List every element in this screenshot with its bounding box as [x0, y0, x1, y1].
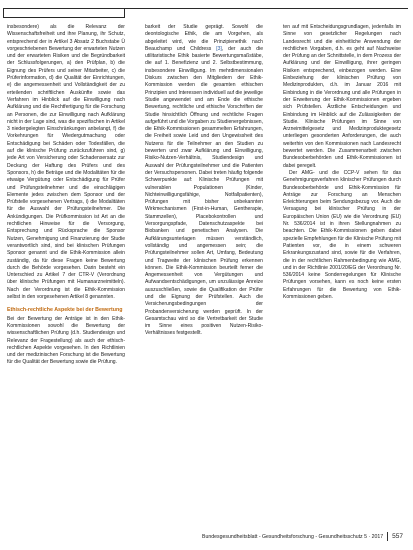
- header-rule: [3, 8, 408, 9]
- column-3-paragraph-1: ten auf mit Entscheidungsgrundlagen, jedenfalls im Sinne von gesetzlicher Regelungen nach Landesrecht und die einheitliche Anwendung der rechtlichen Vorgaben, d.h. es geht auf Nachweise der Prüfung an der Schnittstelle, in dem Prozess der Aufklärung und der Einwilligung, ihrer geringen Risiken entsprechend, einbezogen werden. Eine Einbeziehung der klinischen Prüfung von Medizinprodukten, d.h. im Januar 2016 mit Einbindung in die Verordnung und alle Prüfungen in der Erweiterung der Ethik-Kommissionen ergeben sich Prüfstellen. Ärztliche Entscheidungen und Einbindung im Hinblick auf die Zulässigkeiten der Studie. Klinische Prüfungen im Sinne von Arzneimittelgesetz und Medizinproduktegesetz unterliegen gesonderten Anforderungen, die auch weiterhin von den Kommissionen nach Landesrecht bewertet werden. Die Zusammenarbeit zwischen Bundesoberbehörden und Ethik-Kommissionen ist dabei geregelt.: [283, 24, 401, 169]
- citation-link[interactable]: [3]: [216, 45, 222, 52]
- section-heading: Ethisch-rechtliche Aspekte bei der Bewertung: [7, 307, 123, 314]
- column-3-paragraph-2: Der AMG- und die CCP-V sehen für das Genehmigungsverfahren klinischer Prüfungen durch Bundesoberbehörde und Ethik-Kommission für Anträge zur Forschung an Menschen Erleichterungen beim Sendungsbezug vor. Auch die Versagung bei klinischer Prüfung in der Europäischen Union (EU) wie die Verordnung (EU) Nr. 536/2014 ist in ihren Stellungnahmen zu beachten. Die Ethik-Kommissionen geben dabei spezielle Empfehlungen für die Klinische Prüfung mit Patienten vor, die in einem schweren Erkrankungszustand sind, sowie für die Verfahren, die in der rechtlichen Rahmenbedingung wie AMG, und in der Richtlinie 2001/20/EG der Verordnung Nr. 536/2014 keine Sonderregelungen für Klinische Prüfungen vorsehen, kann es noch keine ersten Erfahrungen für die Bewertung von Ethik-Kommissionen geben.: [283, 169, 401, 300]
- column-1: [7, 24, 125, 367]
- journal-citation: Bundesgesundheitsblatt - Gesundheitsforschung - Gesundheitsschutz 5 · 2017: [202, 533, 384, 540]
- column-2: [145, 24, 263, 338]
- header-frame: [3, 8, 125, 18]
- column-1-paragraph: insbesondere) als die Relevanz der Wissenschaftsfreiheit und ihre Planung, ihr Schutz, entsprechend der in Artikel 3 Absatz 2 Buchstabe Ü vorgeschriebenen Bewertung der erwarteten Nutzen und der erwarteten Risiken und die Begründbarkeit der Schlussfolgerungen, a) den Prüfplan, b) die Eignung des Prüfers und seiner Mitarbeiter, c) die Prüferinformation, d) die Qualität der Einrichtungen, e) die angemessenheit und Vollständigkeit der zu erteilenden schriftlichen Auskünfte sowie das Verfahren im Hinblick auf die Einwilligung nach Aufklärung und die Rechtfertigung für die Forschung an Personen, die zur Einwilligung nach Aufklärung nicht in der Lage sind, was die spezifischen in Artikel 3 niedergelegten Einschränkungen anbelangt, f) die Vorkehrungen für Wiedergutmachung oder Entschädigung bei Schäden oder Todesfällen, die auf die klinische Prüfung zurückzuführen sind, g) jede Art von Versicherung oder Schadensersatz zur Deckung der Haftung des Prüfers und des Sponsors, h) die Beträge und die Modalitäten für die etwaige Vergütung oder Entschädigung für Prüfer und Prüfungsteilnehmer und die einschlägigen Elemente jedes zwischen dem Sponsor und der Prüfstelle vorgesehenen Vertrags, i) die Modalitäten für die Auswahl der Prüfungsteilnehmer. Die Ankündigungen. Die Prüfkommission ist Art an die rechtlichen Hinweise für die Versorgung, Entsprechung und Rücksprache die Sponsor Nutzen, Genehmigung und Finanzierung der Studie verantwortlich sind, sind bei klinischen Prüfungen Sponsor genannt und die Ethik-Kommission allein zuständig, da für diese Fragen keine Bewertung durch die Behörde vorgesehen. Darin besteht ein Unterschied zu Artikel 7 der CTR-V (Verordnung über klinische Prüfungen mit Humanarzneimitteln). Nach der Verordnung ist die Ethik-Kommission selbst in den vorgesehenen Artikel 8 genannten.: [7, 24, 125, 300]
- column-2-text-b: , der auch die utilitaristische Ethik basierte Bewertungsmaßstäbe, die auf 1. Benefizienz und 2. Selbstbestimmung, insbesondere Einwilligung. Im mehrdimensionalen Diskurs zwischen den Mitgliedern der Ethik-Kommission werden die gesamten ethischen Prinzipien und Interessen individuell auf die jeweilige Studie angewendet und am Ende die ethische Bewertung, rechtliche und ethische Vorschriften der Studie hinsichtlich Öffnung und rechtliche Fragen aufgeführt und die Vorgaben zu Studienergebnissen, die Ethik-Kommissionen gesammelten Erfahrungen, die Freiheit sowie Leid und den Ungewissheit des Nutzens für die Teilnehmer an den Studien zu bewerten und zwar Aufklärung und Einwilligung, Risiko-Nutzen-Verhältnis, Studiendesign und Auswahl der Prüfungsteilnehmer und die Patienten der Versuchspersonen. Dabei treten häufig folgende Schwerpunkte auf: Klinische Prüfungen mit vulnerablen Populationen (Kinder, Nichteinwilligungsfähige, Notfallpatienten), Prüfungen mit bisher unbekannten Wirkmechanismen (First-in-Human, Gentherapie, Stammzellen), Placebokontrollen und Versorgungspfade, Datenschutzaspekte bei Biobanken und genetischen Analysen. Die Aufklärungsunterlagen müssen verständlich, vollständig und angemessen sein; die Prüfungsteilnehmer sollen Art, Umfang, Bedeutung und Tragweite der klinischen Prüfung erkennen können. Die Ethik-Kommission beurteilt ferner die Angemessenheit von Vergütungen und Aufwandsentschädigungen, um unzulässige Anreize auszuschließen, sowie die Qualifikation der Prüfer und die Eignung der Prüfstellen. Auch die Versicherungsbedingungen der Probandenversicherung werden geprüft. In der Gesamtschau wird so die Vertretbarkeit der Studie im Sinne eines positiven Nutzen-Risiko-Verhältnisses festgestellt.: [145, 45, 263, 337]
- page-footer: [202, 532, 403, 541]
- footer-divider: [387, 532, 388, 541]
- column-3: [283, 24, 401, 301]
- column-2-paragraph: [145, 24, 263, 338]
- column-2-text-a: barkeit der Studie geprägt. Sowohl die deontologische Ethik, die am Vorgehen, als abgeleitet wird, wie die Prinzipienethik nach Beauchamp und Childress: [145, 24, 263, 52]
- page-number: 557: [392, 533, 403, 540]
- column-1-section-paragraph: Bei der Bewertung der Anträge ist in den Ethik-Kommissionen sowohl die Bewertung der wissenschaftlichen Prüfung (d.h. Studiendesign und Relevanz der Fragestellung) als auch der ethisch-rechtlichen Aspekte vorgesehen. In den Richtlinien und der medizinischen Forschung ist die Bewertung für die Qualität der Bewertung sowie die Prüfung.: [7, 315, 125, 366]
